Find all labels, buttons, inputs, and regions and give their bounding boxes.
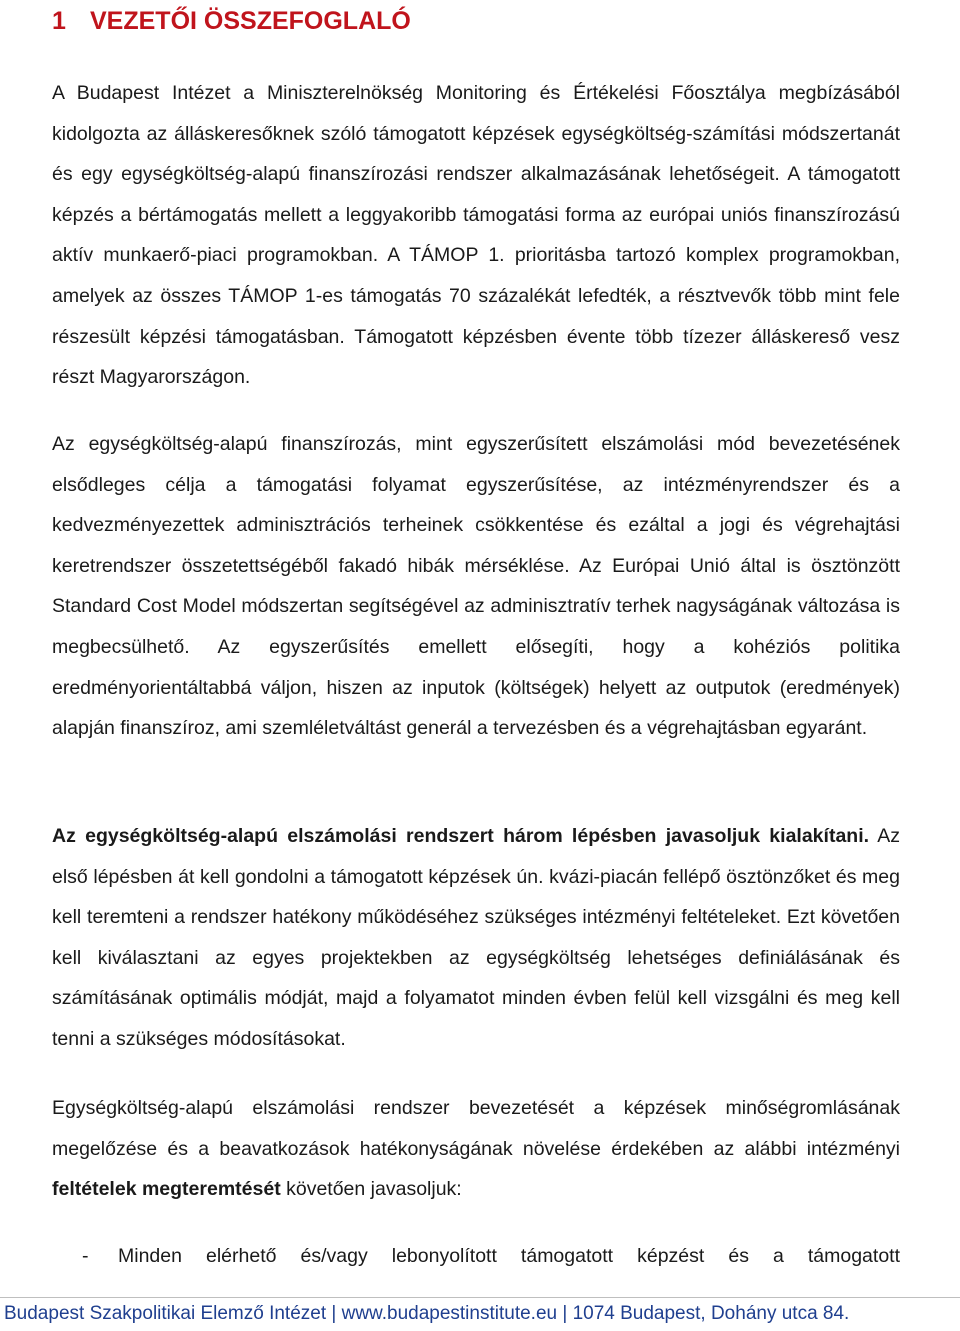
footer-divider [0,1297,960,1298]
paragraph-unit-cost-goals: Az egységköltség-alapú finanszírozás, mint egyszerűsített elszámolási mód bevezetésének elsődleges célja a támogatási folyamat egyszerűsítése, az intézményrendszer és a kedvezményezettek adminisztrációs terheinek csökkentése és ezáltal a jogi és végrehajtási keretrendszer összetettségéből fakadó hibák mérséklése. Az Európai Unió által is ösztönzött Standard Cost Model módszertan segítségével az adminisztratív terhek nagyságának változása is megbecsülhető. Az egyszerűsítés emellett elősegíti, hogy a kohéziós politika eredményorientáltabbá váljon, hiszen az inputok (költségek) helyett az outputok (eredmények) alapján finanszíroz, ami szemléletváltást generál a tervezésben és a végrehajtásban egyaránt. [52,433,900,740]
list-item-text: Minden elérhető és/vagy lebonyolított támogatott képzést és a támogatott [118,1245,900,1267]
paragraph-conditions-emphasis: feltételek megteremtését [52,1178,281,1201]
section-heading [52,4,411,38]
paragraph-conditions-lead: Egységköltség-alapú elszámolási rendszer bevezetését a képzések minőségromlásának megelőzése és a beavatkozások hatékonyságának növelése érdekében az alábbi intézményi [52,1097,900,1160]
paragraph-three-steps-emphasis: Az egységköltség-alapú elszámolási rendszert három lépésben javasoljuk kialakítani. [52,825,870,847]
list-bullet-dash: - [82,1245,89,1267]
page-footer: Budapest Szakpolitikai Elemző Intézet | www.budapestinstitute.eu | 1074 Budapest, Dohány utca 84. [4,1303,850,1324]
paragraph-intro: A Budapest Intézet a Miniszterelnökség Monitoring és Értékelési Főosztálya megbízásából kidolgozta az álláskeresőknek szóló támogatott képzések egységköltség-számítási módszertanát és egy egységköltség-alapú finanszírozási rendszer alkalmazásának lehetőségeit. A támogatott képzés a bértámogatás mellett a leggyakoribb támogatási forma az európai uniós finanszírozású aktív munkaerő-piaci programokban. A TÁMOP 1. prioritásba tartozó komplex programokban, amelyek az összes TÁMOP 1-es támogatás 70 százalékát lefedték, a résztvevők több mint fele részesült képzési támogatásban. Támogatott képzésben évente több tízezer álláskereső vesz részt Magyarországon. [52,82,900,389]
paragraph-conditions [52,1088,900,1210]
paragraph-conditions-tail: követően javasoljuk: [280,1178,462,1201]
paragraph-three-steps-body: Az első lépésben át kell gondolni a támogatott képzések ún. kvázi-piacán fellépő ösztönzőket és meg kell teremteni a rendszer hatékony működéséhez szükséges intézményi feltételeket. Ezt követően kell kiválasztani az egyes projektekben az egységköltség lehetséges definiálásának és számításának optimális módját, majd a folyamatot minden évben felül kell vizsgálni és meg kell tenni a szükséges módosításokat. [52,825,900,1050]
section-number: 1 [52,7,66,35]
section-title: VEZETŐI ÖSSZEFOGLALÓ [90,7,411,35]
paragraph-three-steps [52,816,900,1060]
